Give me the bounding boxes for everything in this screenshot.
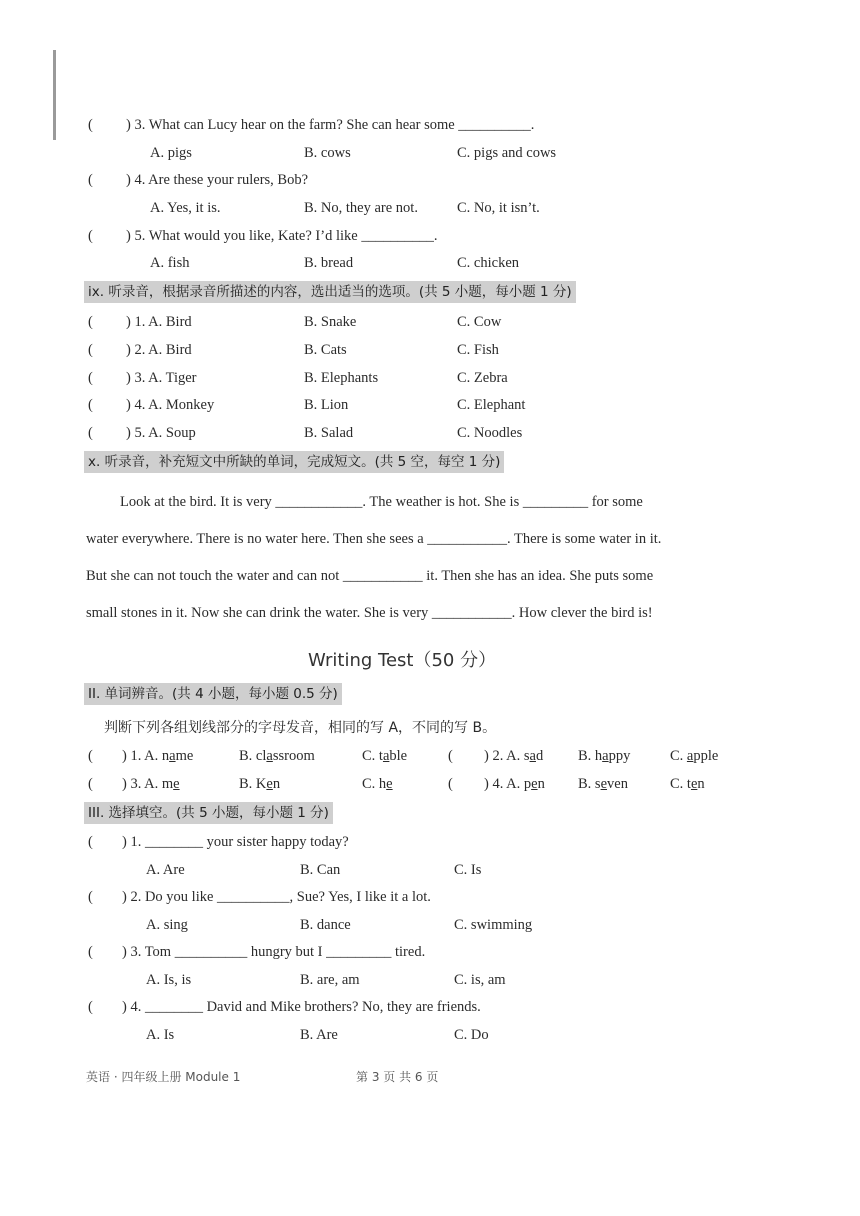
section-II-title: II. 单词辨音。(共 4 小题，每小题 0.5 分)	[84, 683, 342, 705]
q4-question	[126, 172, 308, 189]
q3-number: ) 3.	[126, 117, 146, 133]
III-q4-option-b: B. Are	[300, 1027, 338, 1043]
section-ix-title: ix. 听录音，根据录音所描述的内容，选出适当的选项。(共 5 小题，每小题 1 分)	[84, 281, 576, 303]
ix-row-1-option-c: C. Cow	[457, 314, 502, 330]
III-q3-option-b: B. are, am	[300, 972, 360, 988]
III-q2-paren: (	[88, 889, 93, 905]
ix-row-1-option-b: B. Snake	[304, 314, 357, 330]
ix-row-5-option-a: ) 5. A. Soup	[126, 425, 196, 441]
II-q1-option-a: ) 1. A. name	[122, 748, 194, 764]
q5-paren: (	[88, 228, 93, 244]
q3-option-a: A. pigs	[150, 145, 192, 161]
q5-text: What would you like, Kate? I’d like __________.	[148, 228, 438, 244]
ix-row-5-paren: (	[88, 425, 93, 441]
II-row-2-paren-2: (	[448, 776, 453, 792]
q4-text: Are these your rulers, Bob?	[148, 172, 309, 188]
III-q4-option-a: A. Is	[146, 1027, 175, 1043]
q3-paren: (	[88, 117, 93, 133]
q4-paren: (	[88, 172, 93, 188]
II-q1-option-c: C. table	[362, 748, 408, 764]
III-q1-option-c: C. Is	[454, 862, 482, 878]
q4-number: ) 4.	[126, 172, 146, 188]
passage-line-1: Look at the bird. It is very ____________. The weather is hot. She is _________ for some	[120, 494, 643, 510]
q3-text: What can Lucy hear on the farm? She can hear some __________.	[148, 117, 535, 133]
passage-line-2: water everywhere. There is no water here. Then she sees a ___________. There is some water in it.	[86, 531, 662, 547]
III-q1-question: ) 1. ________ your sister happy today?	[122, 834, 349, 850]
ix-row-5-option-b: B. Salad	[304, 425, 354, 441]
ix-row-3-paren: (	[88, 370, 93, 386]
q3-question	[126, 117, 534, 134]
ix-row-4-option-a: ) 4. A. Monkey	[126, 397, 215, 413]
ix-row-4-option-b: B. Lion	[304, 397, 349, 413]
footer-book-info: 英语 · 四年级上册 Module 1	[86, 1070, 241, 1084]
footer-page-number: 第 3 页 共 6 页	[356, 1070, 439, 1084]
II-row-2-paren-1: (	[88, 776, 93, 792]
II-row-1-paren-2: (	[448, 748, 453, 764]
II-q4-option-b: B. seven	[578, 776, 628, 792]
q4-option-b: B. No, they are not.	[304, 200, 418, 216]
ix-row-1-paren: (	[88, 314, 93, 330]
III-q3-option-a: A. Is, is	[146, 972, 192, 988]
III-q2-option-a: A. sing	[146, 917, 188, 933]
ix-row-2-option-b: B. Cats	[304, 342, 347, 358]
ix-row-3-option-b: B. Elephants	[304, 370, 379, 386]
q3-option-c: C. pigs and cows	[457, 145, 557, 161]
II-q4-option-c: C. ten	[670, 776, 705, 792]
III-q4-option-c: C. Do	[454, 1027, 489, 1043]
II-q2-option-b: B. happy	[578, 748, 631, 764]
II-row-1-paren-1: (	[88, 748, 93, 764]
q4-option-a: A. Yes, it is.	[150, 200, 221, 216]
q3-option-b: B. cows	[304, 145, 351, 161]
III-q2-question: ) 2. Do you like __________, Sue? Yes, I like it a lot.	[122, 889, 431, 905]
III-q3-paren: (	[88, 944, 93, 960]
q5-number: ) 5.	[126, 228, 146, 244]
passage-line-4: small stones in it. Now she can drink the water. She is very ___________. How clever the bird is!	[86, 605, 653, 621]
q5-question	[126, 228, 437, 245]
III-q1-option-b: B. Can	[300, 862, 341, 878]
II-q3-option-a: ) 3. A. me	[122, 776, 180, 792]
ix-row-3-option-c: C. Zebra	[457, 370, 508, 386]
ix-row-2-paren: (	[88, 342, 93, 358]
II-q1-option-b: B. classroom	[239, 748, 315, 764]
III-q1-option-a: A. Are	[146, 862, 185, 878]
III-q4-paren: (	[88, 999, 93, 1015]
ix-row-2-option-a: ) 2. A. Bird	[126, 342, 192, 358]
q5-option-c: C. chicken	[457, 255, 520, 271]
II-q4-option-a: ) 4. A. pen	[484, 776, 545, 792]
writing-test-heading: Writing Test（50 分）	[308, 650, 497, 671]
q5-option-a: A. fish	[150, 255, 190, 271]
ix-row-4-option-c: C. Elephant	[457, 397, 526, 413]
ix-row-4-paren: (	[88, 397, 93, 413]
III-q4-question: ) 4. ________ David and Mike brothers? No, they are friends.	[122, 999, 481, 1015]
section-II-instruction: 判断下列各组划线部分的字母发音，相同的写 A，不同的写 B。	[104, 720, 497, 736]
ix-row-1-option-a: ) 1. A. Bird	[126, 314, 192, 330]
passage-line-3: But she can not touch the water and can not ___________ it. Then she has an idea. She puts some	[86, 568, 654, 584]
II-q3-option-b: B. Ken	[239, 776, 281, 792]
ix-row-5-option-c: C. Noodles	[457, 425, 523, 441]
ix-row-3-option-a: ) 3. A. Tiger	[126, 370, 197, 386]
III-q3-question: ) 3. Tom __________ hungry but I _________ tired.	[122, 944, 426, 960]
section-x-title: x. 听录音，补充短文中所缺的单词，完成短文。(共 5 空，每空 1 分)	[84, 451, 504, 473]
q4-option-c: C. No, it isn’t.	[457, 200, 540, 216]
ix-row-2-option-c: C. Fish	[457, 342, 499, 358]
III-q2-option-b: B. dance	[300, 917, 351, 933]
II-q2-option-c: C. apple	[670, 748, 719, 764]
q5-option-b: B. bread	[304, 255, 354, 271]
III-q3-option-c: C. is, am	[454, 972, 506, 988]
II-q3-option-c: C. he	[362, 776, 393, 792]
II-q2-option-a: ) 2. A. sad	[484, 748, 544, 764]
scan-edge-mark	[53, 50, 56, 140]
section-III-title: III. 选择填空。(共 5 小题，每小题 1 分)	[84, 802, 333, 824]
III-q1-paren: (	[88, 834, 93, 850]
III-q2-option-c: C. swimming	[454, 917, 533, 933]
